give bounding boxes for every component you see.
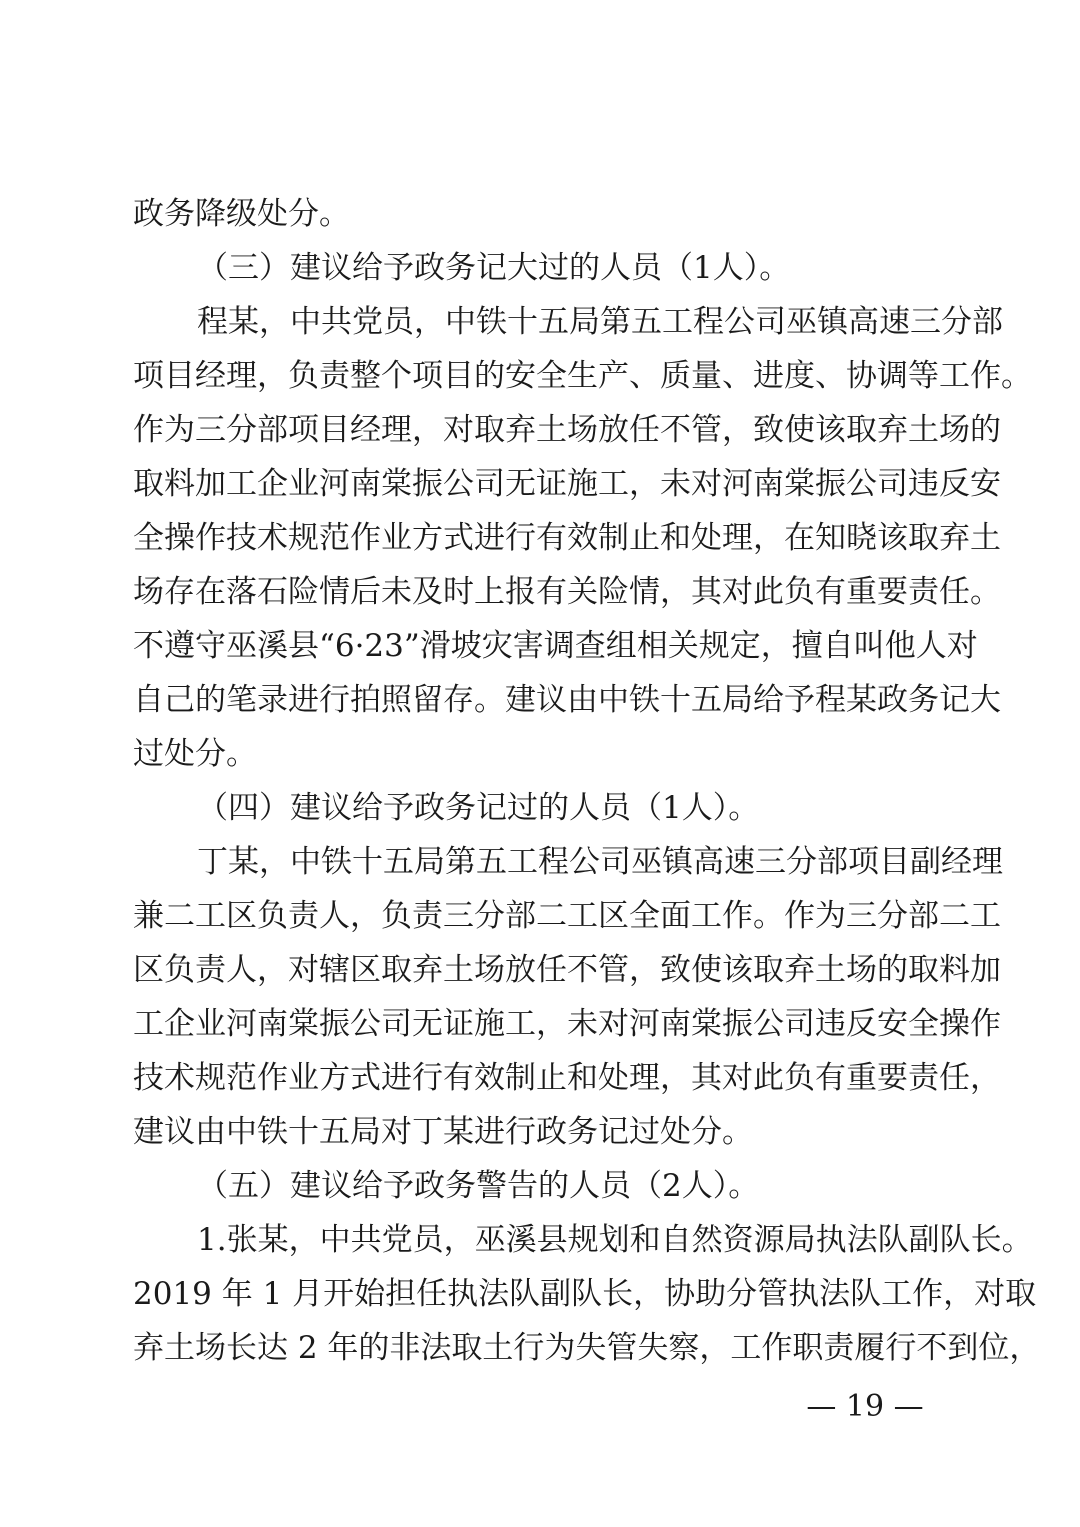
text-line-5: 作为三分部项目经理，对取弃土场放任不管，致使该取弃土场的 [133,412,1001,448]
text-line-18: 建议由中铁十五局对丁某进行政务记过处分。 [133,1114,753,1150]
text-line-20: 1.张某，中共党员，巫溪县规划和自然资源局执法队副队长。 [197,1222,1033,1258]
text-line-7: 全操作技术规范作业方式进行有效制止和处理，在知晓该取弃土 [133,520,1001,556]
text-line-4: 项目经理，负责整个项目的安全生产、质量、进度、协调等工作。 [133,358,1032,394]
text-line-14: 兼二工区负责人，负责三分部二工区全面工作。作为三分部二工 [133,898,1001,934]
text-line-9: 不遵守巫溪县“6·23”滑坡灾害调查组相关规定，擅自叫他人对 [133,628,978,664]
text-line-10: 自己的笔录进行拍照留存。建议由中铁十五局给予程某政务记大 [133,682,1001,718]
page-number: — 19 — [806,1389,924,1424]
section-heading-5: （五）建议给予政务警告的人员（2人）。 [197,1168,760,1204]
section-heading-4: （四）建议给予政务记过的人员（1人）。 [197,790,760,826]
text-line-11: 过处分。 [133,736,257,772]
text-line-6: 取料加工企业河南棠振公司无证施工，未对河南棠振公司违反安 [133,466,1001,502]
text-line-15: 区负责人，对辖区取弃土场放任不管，致使该取弃土场的取料加 [133,952,1001,988]
text-line-21: 2019 年 1 月开始担任执法队副队长，协助分管执法队工作，对取 [133,1276,1037,1312]
text-line-16: 工企业河南棠振公司无证施工，未对河南棠振公司违反安全操作 [133,1006,1001,1042]
text-line-3: 程某，中共党员，中铁十五局第五工程公司巫镇高速三分部 [197,304,1003,340]
text-line-22: 弃土场长达 2 年的非法取土行为失管失察，工作职责履行不到位， [133,1330,1041,1366]
text-line-1: 政务降级处分。 [133,196,350,232]
section-heading-3: （三）建议给予政务记大过的人员（1人）。 [197,250,791,286]
text-line-13: 丁某，中铁十五局第五工程公司巫镇高速三分部项目副经理 [197,844,1003,880]
text-line-8: 场存在落石险情后未及时上报有关险情，其对此负有重要责任。 [133,574,1001,610]
text-line-17: 技术规范作业方式进行有效制止和处理，其对此负有重要责任， [133,1060,1001,1096]
